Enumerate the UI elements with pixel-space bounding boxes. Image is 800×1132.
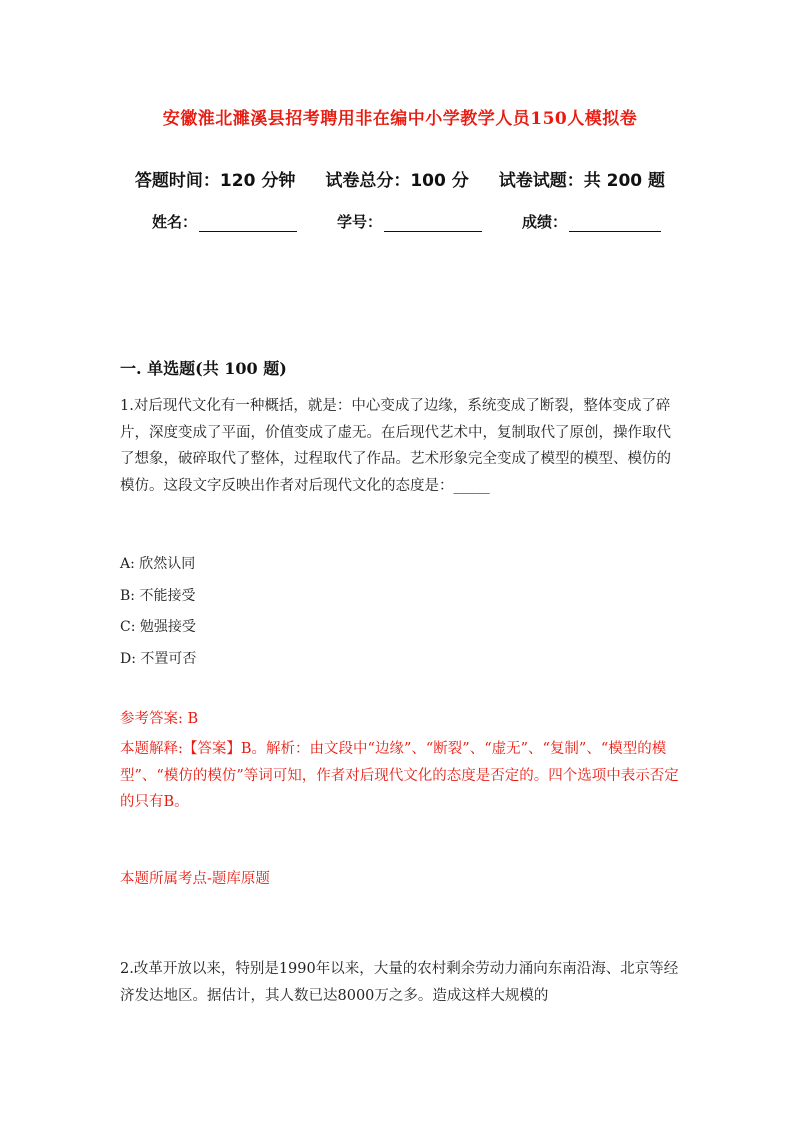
exam-question-count: 试卷试题：共 200 题 [498,171,666,191]
name-blank[interactable] [199,215,297,232]
exam-title: 安徽淮北濉溪县招考聘用非在编中小学教学人员150人模拟卷 [162,109,638,129]
student-id-blank[interactable] [384,215,482,232]
option-d[interactable]: D: 不置可否 [120,650,197,667]
question-1-options [120,549,420,675]
section-title: 一. 单选题(共 100 题) [120,359,287,378]
student-id-field[interactable] [337,211,482,232]
name-field[interactable] [152,211,297,232]
question-1-answer: 参考答案: B [120,711,199,727]
option-a[interactable]: A: 欣然认同 [120,556,196,572]
question-1-explanation: 本题解释:【答案】B。解析：由文段中“边缘”、“断裂”、“虚无”、“复制”、“模型的模型”、“模仿的模仿”等词可知，作者对后现代文化的态度是否定的。四个选项中表示否定的只有B。 [120,741,679,810]
option-b[interactable]: B: 不能接受 [120,587,196,604]
question-1-knowledge-point: 本题所属考点-题库原题 [120,871,270,887]
option-c[interactable]: C: 勉强接受 [120,619,196,635]
exam-total-score: 试卷总分：100 分 [325,171,469,191]
exam-time: 答题时间：120 分钟 [134,171,296,191]
score-blank[interactable] [569,215,661,232]
exam-meta [0,166,800,191]
student-id-label: 学号： [337,213,383,231]
question-1-text: 1.对后现代文化有一种概括，就是：中心变成了边缘，系统变成了断裂，整体变成了碎片，深度变成了平面，价值变成了虚无。在后现代艺术中，复制取代了原创，操作取代了想象，破碎取代了整体，过程取代了作品。艺术形象完全变成了模型的模型、模仿的模仿。这段文字反映出作者对后现代文化的态度是：_____ [120,398,671,494]
question-2-text: 2.改革开放以来，特别是1990年以来，大量的农村剩余劳动力涌向东南沿海、北京等经济发达地区。据估计，其人数已达8000万之多。造成这样大规模的 [120,961,679,1004]
name-label: 姓名： [152,213,198,231]
score-label: 成绩： [522,213,568,231]
score-field[interactable] [522,211,661,232]
student-fields [152,211,661,232]
